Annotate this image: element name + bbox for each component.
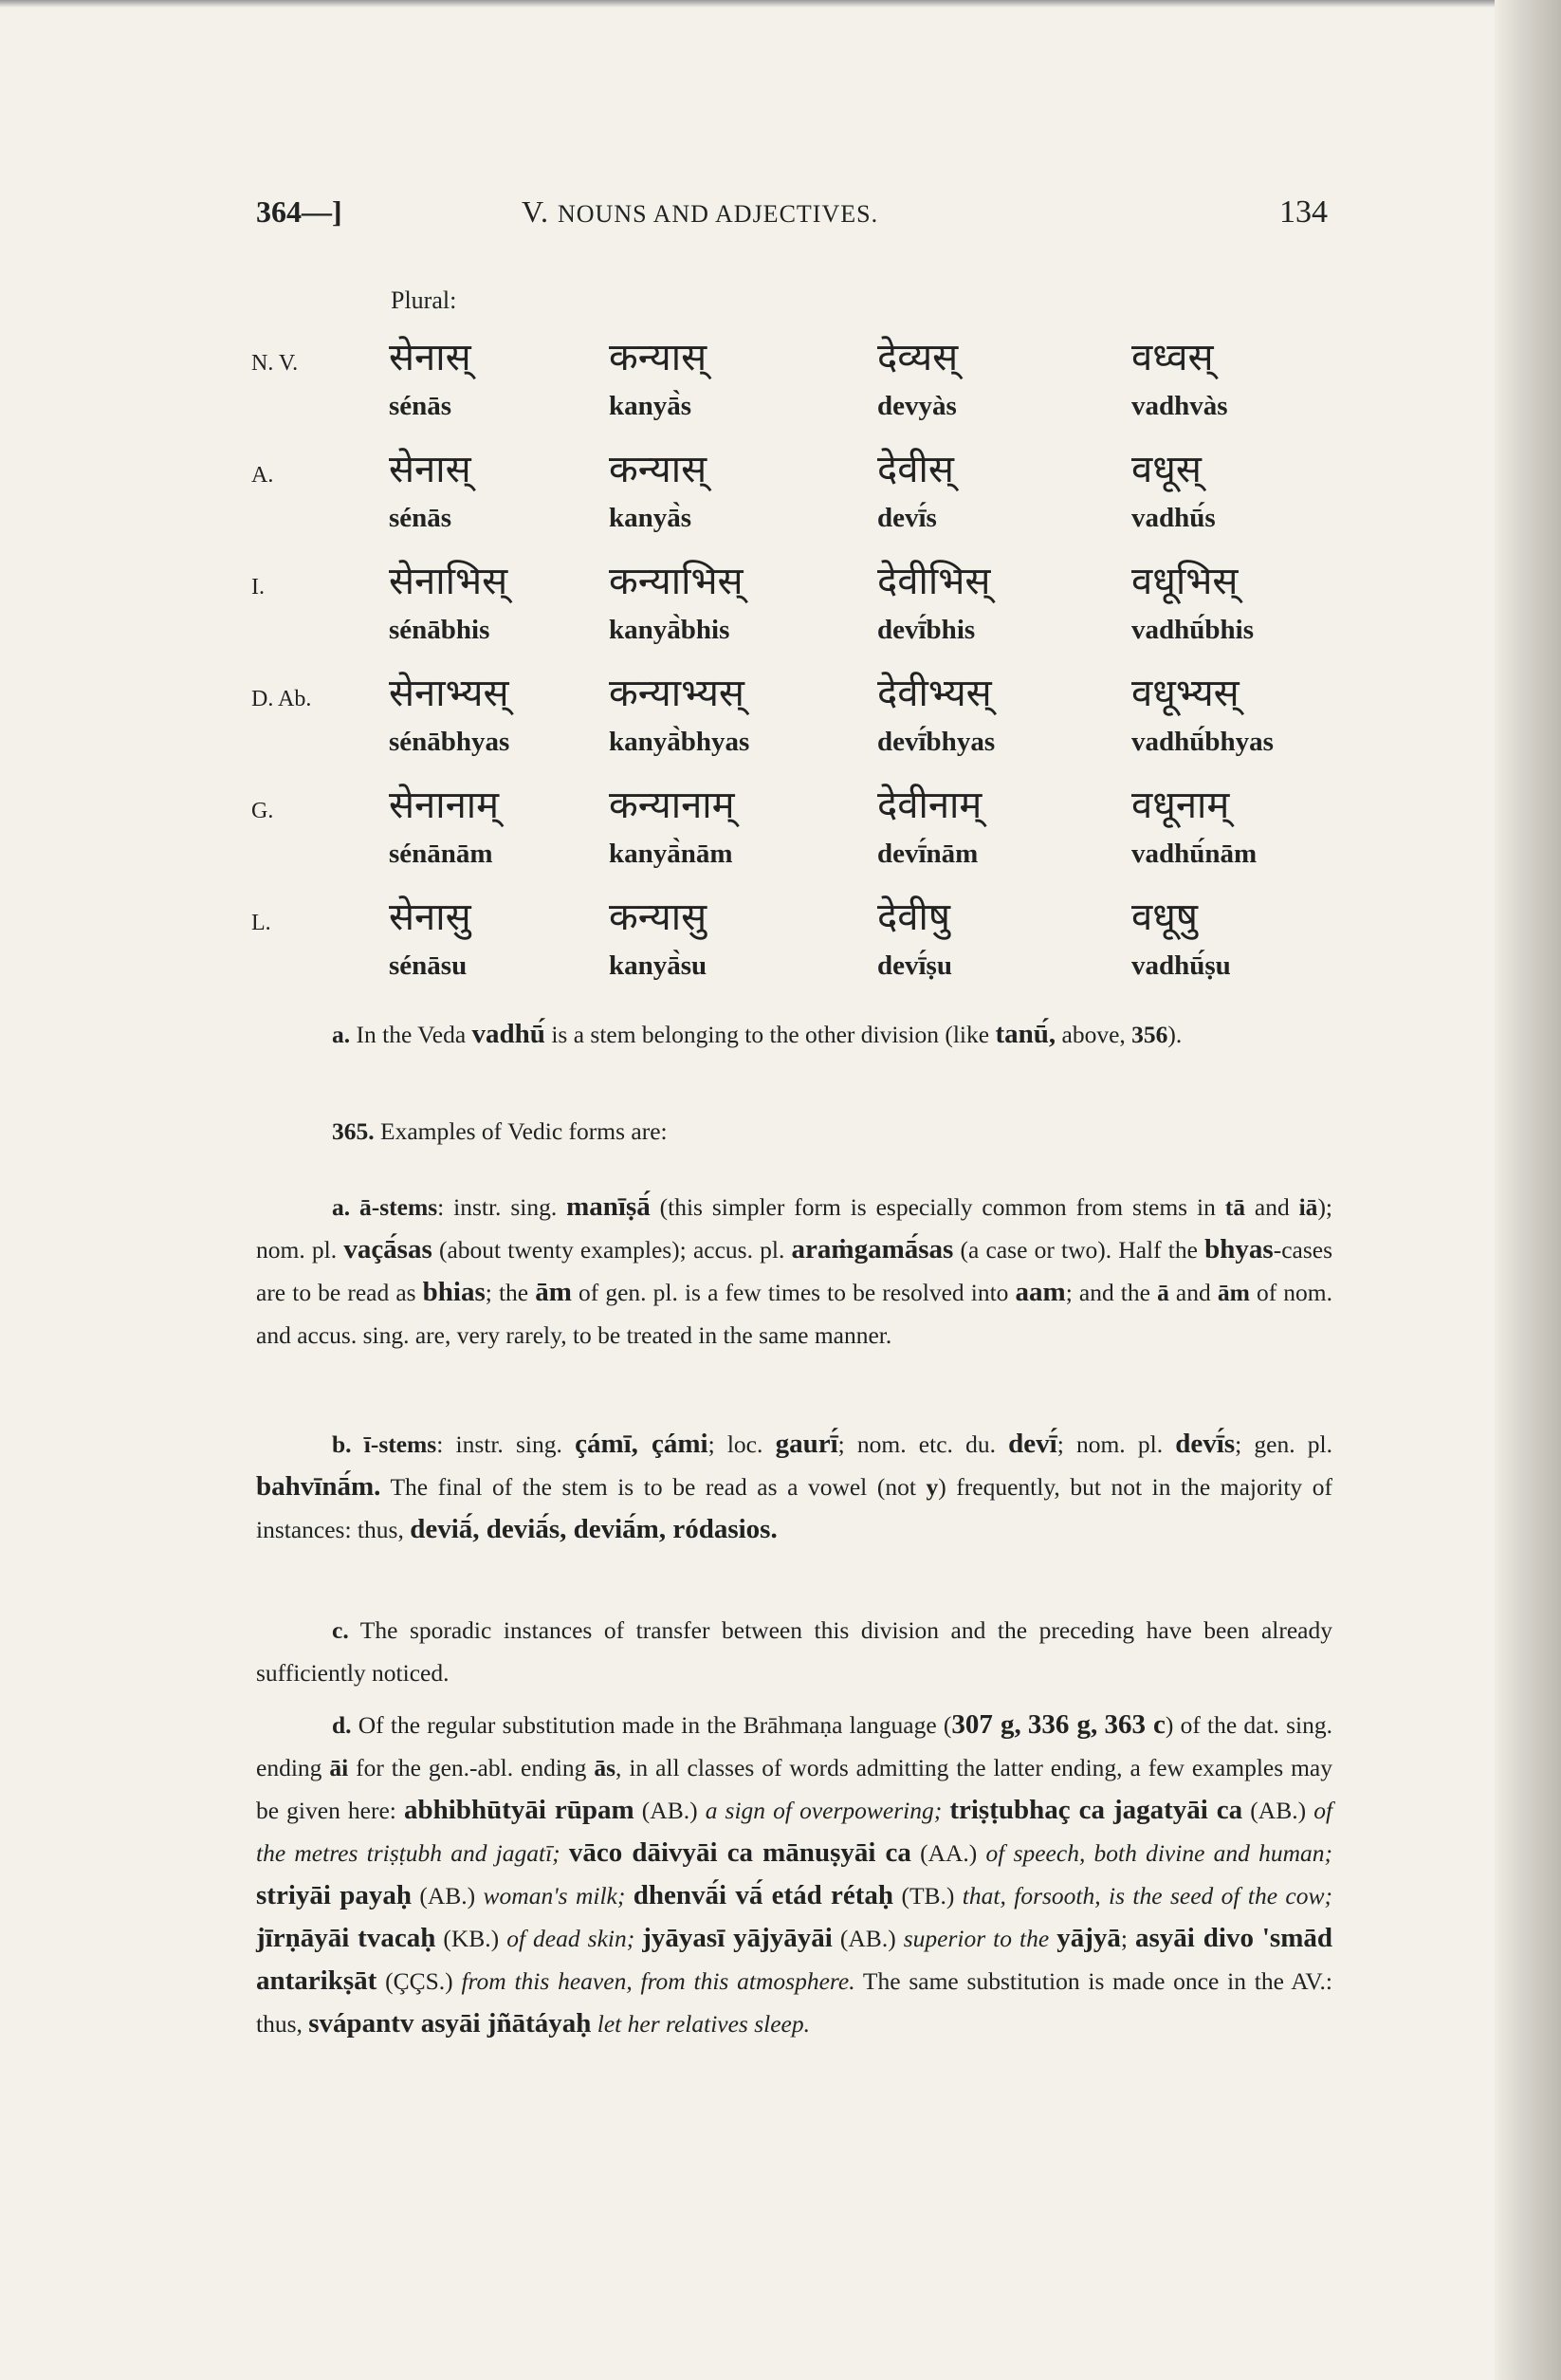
case-row-locative	[251, 890, 1342, 1002]
case-label: D. Ab.	[251, 687, 312, 711]
form-cell: वध्वस् vadhvàs	[1131, 336, 1228, 421]
page-binding-shadow	[1495, 0, 1561, 2380]
form-cell: कन्यास् kanyā̀s	[609, 448, 707, 533]
section-365-heading: 365. Examples of Vedic forms are:	[332, 1117, 668, 1145]
form-cell: वधूभ्यस् vadhū́bhyas	[1131, 672, 1274, 757]
form-cell: देवीभ्यस् devī́bhyas	[877, 672, 996, 757]
para-i-stems: b. ī-stems: instr. sing. çámī, çámi; loc. gaurī́; nom. etc. du. devī́; nom. pl. devī́s; gen. pl. bahvīnā́m. The final of the stem is to be read as a vowel (not y) frequently, but not in the majority of instances: thus, deviā́, deviā́s, deviā́m, ródasios.	[256, 1429, 1332, 1544]
chapter-title: V. NOUNS AND ADJECTIVES.	[522, 194, 879, 229]
form-cell: सेनास् sénās	[389, 448, 471, 533]
running-header	[256, 194, 1328, 242]
case-label: G.	[251, 799, 274, 823]
form-cell: कन्यासु kanyā̀su	[609, 895, 707, 981]
form-cell: वधूभिस् vadhū́bhis	[1131, 560, 1254, 645]
form-cell: देवीस् devī́s	[877, 448, 954, 533]
case-label: A.	[251, 463, 274, 488]
form-cell: वधूषु vadhū́ṣu	[1131, 895, 1231, 981]
page-number: 134	[1279, 194, 1328, 230]
form-cell: सेनानाम् sénānām	[389, 784, 500, 869]
plural-label: Plural:	[391, 286, 457, 314]
form-cell: वधूस् vadhū́s	[1131, 448, 1216, 533]
case-row-genitive	[251, 778, 1342, 890]
section-number: 365.	[332, 1117, 375, 1145]
form-cell: कन्याभ्यस् kanyā̀bhyas	[609, 672, 750, 757]
form-cell: सेनाभ्यस् sénābhyas	[389, 672, 510, 757]
case-label: L.	[251, 911, 271, 935]
note-a-paragraph: a. In the Veda vadhū́ is a stem belonging to the other division (like tanū́, above, 356).	[332, 1019, 1183, 1049]
page-top-edge	[0, 0, 1561, 8]
para-a-stems: a. ā-stems: instr. sing. manīṣā́ (this simpler form is especially common from stems in tā and iā); nom. pl. vaçā́sas (about twenty examples); accus. pl. araṁgamā́sas (a case or two). Half the bhyas-cases are to be read as bhias; the ām of gen. pl. is a few times to be resolved into aam; and the ā and ām of nom. and accus. sing. are, very rarely, to be treated in the same manner.	[256, 1191, 1333, 1349]
form-cell: देवीभिस् devī́bhis	[877, 560, 991, 645]
para-c-sporadic: c. The sporadic instances of transfer between this division and the preceding have been already sufficiently noticed.	[256, 1616, 1332, 1687]
form-cell: कन्यानाम् kanyā̀nām	[609, 784, 735, 869]
form-cell: देवीनाम् devī́nām	[877, 784, 983, 869]
form-cell: सेनास् sénās	[389, 336, 471, 421]
form-cell: सेनासु sénāsu	[389, 895, 471, 981]
form-cell: कन्यास् kanyā̀s	[609, 336, 707, 421]
form-cell: देव्यस् devyàs	[877, 336, 959, 421]
form-cell: देवीषु devī́ṣu	[877, 895, 952, 981]
case-row-dative-ablative	[251, 666, 1342, 778]
case-row-accusative	[251, 442, 1342, 554]
form-cell: सेनाभिस् sénābhis	[389, 560, 508, 645]
form-cell: कन्याभिस् kanyā̀bhis	[609, 560, 744, 645]
case-row-instrumental	[251, 554, 1342, 666]
section-reference: 364—]	[256, 194, 342, 229]
para-d-substitution: d. Of the regular substitution made in the Brāhmaṇa language (307 g, 336 g, 363 c) of the dat. sing. ending āi for the gen.-abl. ending ās, in all classes of words admitting the latter ending, a few examples may be given here: abhibhūtyāi rūpam (AB.) a sign of overpowering; triṣṭubhaç ca jagatyāi ca (AB.) of the metres triṣṭubh and jagatī; vāco dāivyāi ca mānuṣyāi ca (AA.) of speech, both divine and human; striyāi payaḥ (AB.) woman's milk; dhenvā́i vā́ etád rétaḥ (TB.) that, forsooth, is the seed of the cow; jīrṇāyāi tvacaḥ (KB.) of dead skin; jyāyasī yājyāyāi (AB.) superior to the yājyā; asyāi divo 'smād antarikṣāt (ÇÇS.) from this heaven, from this atmosphere. The same substitution is made once in the AV.: thus, svápantv asyāi jñātáyaḥ let her relatives sleep.	[256, 1709, 1333, 2039]
form-cell: वधूनाम् vadhū́nām	[1131, 784, 1258, 869]
case-label: I.	[251, 575, 265, 600]
case-label: N. V.	[251, 351, 299, 376]
case-row-nom-voc	[251, 330, 1342, 442]
